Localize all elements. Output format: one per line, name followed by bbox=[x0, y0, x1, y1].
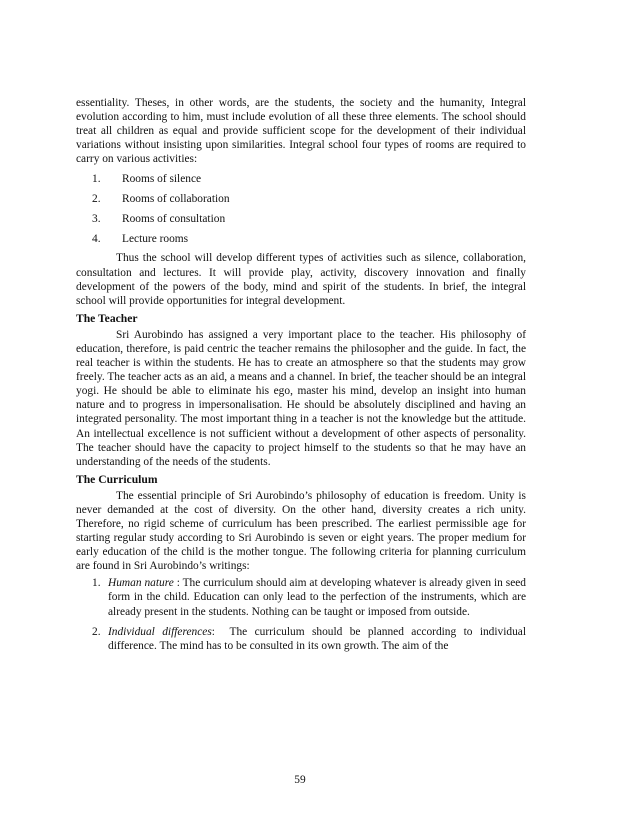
document-page bbox=[76, 96, 526, 659]
criterion-term: Human nature bbox=[108, 577, 174, 590]
list-item: 4. Lecture rooms bbox=[92, 233, 189, 246]
list-item: 3. Rooms of consultation bbox=[92, 213, 226, 226]
page-number: 59 bbox=[294, 774, 306, 786]
criteria-list bbox=[76, 576, 526, 652]
curriculum-paragraph: The essential principle of Sri Aurobindo’s philosophy of education is freedom. Unity is never demanded at the cost of diversity. On the other hand, diversity creates a rich unity. Therefore, no rigid scheme of curriculum has been prescribed. The earliest permissible age for starting regular study according to Sri Aurobindo is seven or eight years. The proper medium for early education of the child is the mother tongue. The following criteria for planning curriculum are found in Sri Aurobindo’s writings: bbox=[76, 489, 526, 573]
rooms-followup-paragraph: Thus the school will develop different types of activities such as silence, collaboration, consultation and lectures. It will provide play, activity, discovery innovation and finally development of the powers of the body, mind and spirit of the students. In brief, the integral school will provide opportunities for integral development. bbox=[76, 252, 526, 307]
rooms-list bbox=[76, 169, 526, 249]
intro-paragraph: essentiality. Theses, in other words, are the students, the society and the humanity, Integral evolution according to him, must include evolution of all these three elements. The school should treat all children as equal and provide sufficient scope for the development of their individual variations without insisting upon similarities. Integral school four types of rooms are required to carry on various activities: bbox=[76, 97, 526, 166]
criterion-term: Individual differences bbox=[108, 625, 212, 638]
teacher-heading: The Teacher bbox=[76, 311, 138, 325]
criterion-text: The curriculum should aim at developing whatever is already given in seed form in the child. Education can only lead to the perfection of the instruments, which are already present in the students. Nothing can be taught or imposed from outside. bbox=[108, 577, 526, 618]
curriculum-heading: The Curriculum bbox=[76, 472, 158, 486]
criterion-text: The curriculum should be planned according to individual difference. The mind has to be consulted in its own growth. The aim of the bbox=[108, 625, 527, 652]
teacher-paragraph: Sri Aurobindo has assigned a very important place to the teacher. His philosophy of education, therefore, is paid centric the teacher remains the philosopher and the guide. In fact, the real teacher is within the students. He has to create an atmosphere so that the students may grow freely. The teacher acts as an aid, a means and a channel. In brief, the teacher should be an integral yogi. He should be able to eliminate his ego, master his mind, develop an insight into human nature and to progress in impersonalisation. He should be absolutely disciplined and having an integrated personality. The most important thing in a teacher is not the knowledge but the attitude. An intellectual excellence is not sufficient without a development of other aspects of personality. The teacher should have the capacity to project himself to the students so that he may have an understanding of the needs of the students. bbox=[76, 328, 526, 468]
list-item: 1. Rooms of silence bbox=[92, 173, 202, 186]
list-item: 2. Individual differences: The curriculum should be planned according to individual difference. The mind has to be consulted in its own growth. The aim of the bbox=[92, 625, 527, 652]
list-item: 2. Rooms of collaboration bbox=[92, 193, 230, 206]
list-item: 1. Human nature : The curriculum should aim at developing whatever is already given in seed form in the child. Education can only lead to the perfection of the instruments, which are already present in the students. Nothing can be taught or imposed from outside. bbox=[92, 577, 526, 618]
